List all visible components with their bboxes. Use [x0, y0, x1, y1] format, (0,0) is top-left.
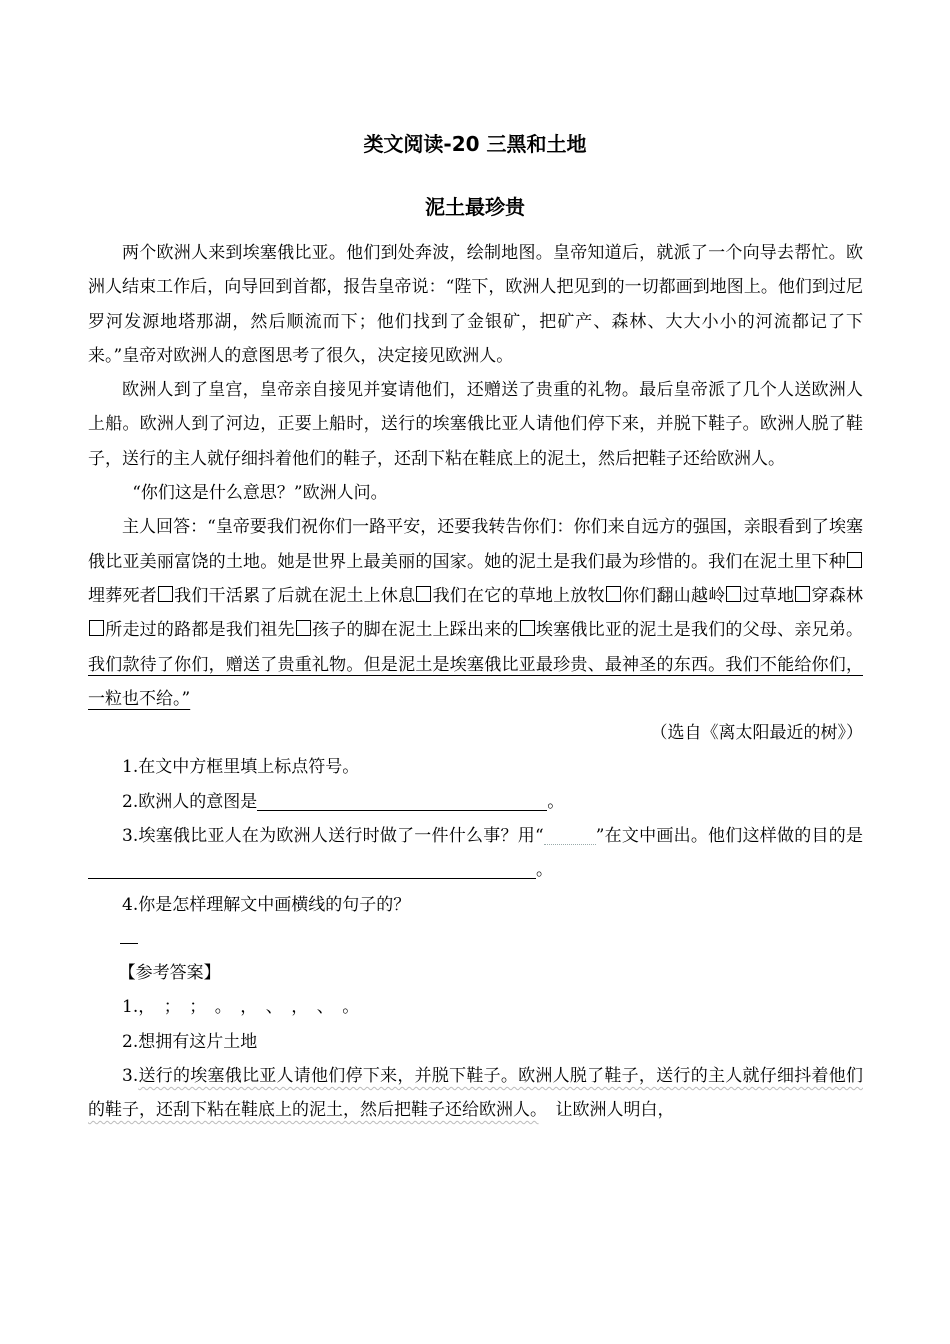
answer-dash[interactable] — [120, 943, 138, 944]
punctuation-box[interactable] — [795, 586, 810, 602]
punctuation-box[interactable] — [606, 586, 621, 602]
answer-heading: 【参考答案】 — [118, 962, 221, 983]
punctuation-box[interactable] — [89, 620, 104, 636]
answer-line — [88, 922, 863, 956]
paragraph-3: “你们这是什么意思？”欧洲人问。 — [132, 483, 388, 504]
answer-2: 2.想拥有这片土地 — [122, 1031, 258, 1052]
passage-body — [88, 236, 863, 1127]
p4-text: 所走过的路都是我们祖先 — [105, 620, 295, 641]
question-3-end: 。 — [536, 860, 553, 881]
p4-text: 你们翻山越岭 — [621, 585, 726, 606]
paragraph-2: 欧洲人到了皇宫，皇帝亲自接见并宴请他们，还赠送了贵重的礼物。最后皇帝派了几个人送欧洲人上船。欧洲人到了河边，正要上船时，送行的埃塞俄比亚人请他们停下来，并脱下鞋子。欧洲人脱了鞋子，送行的主人就仔细抖着他们的鞋子，还刮下粘在鞋底上的泥土，然后把鞋子还给欧洲人。 — [88, 380, 863, 469]
punctuation-box[interactable] — [520, 620, 535, 636]
answer-1: 1.， ； ； 。 ， 、 ， 、 。 — [122, 997, 360, 1018]
punctuation-box[interactable] — [416, 586, 431, 602]
question-4: 4.你是怎样理解文中画横线的句子的？ — [122, 894, 411, 915]
answer-3-number: 3. — [122, 1065, 139, 1086]
p4-text: 过草地 — [742, 585, 795, 606]
p4-text: 主人回答：“皇帝要我们祝你们一路平安，还要我转告你们：你们来自远方的强国，亲眼看到了埃塞俄比亚美丽富饶的土地。她是世界上最美丽的国家。她的泥土是我们最为珍惜的。我们在泥土里下种 — [88, 517, 863, 572]
wavy-line-marker — [544, 826, 596, 845]
answer-3-text: 让欧洲人明白， — [538, 1100, 675, 1121]
p4-text: 孩子的脚在泥土上踩出来的 — [311, 620, 519, 641]
answer-blank[interactable] — [88, 856, 536, 879]
question-3-text: ”在文中画出。他们这样做的目的是 — [595, 826, 863, 847]
paragraph-4 — [88, 510, 863, 716]
question-2-text: 2.欧洲人的意图是 — [122, 791, 258, 812]
underlined-sentence: 我们款待了你们，赠送了贵重礼物。但是泥土是埃塞俄比亚最珍贵、最神圣的东西。我们不能给你们，一粒也不给。” — [88, 654, 863, 709]
passage-title: 泥土最珍贵 — [425, 195, 525, 219]
punctuation-box[interactable] — [726, 586, 741, 602]
p4-text: 穿森林 — [811, 585, 864, 606]
paragraph-1: 两个欧洲人来到埃塞俄比亚。他们到处奔波，绘制地图。皇帝知道后，就派了一个向导去帮忙。欧洲人结束工作后，向导回到首都，报告皇帝说：“陛下，欧洲人把见到的一切都画到地图上。他们到过尼罗河发源地塔那湖，然后顺流而下；他们找到了金银矿，把矿产、森林、大大小小的河流都记了下来。”皇帝对欧洲人的意图思考了很久，决定接见欧洲人。 — [88, 243, 863, 366]
question-3 — [88, 819, 863, 888]
question-1: 1.在文中方框里填上标点符号。 — [122, 757, 360, 778]
p4-text: 我们在它的草地上放牧 — [432, 585, 605, 606]
p4-text: 我们干活累了后就在泥土上休息 — [173, 585, 416, 606]
answer-blank[interactable] — [257, 788, 547, 811]
punctuation-box[interactable] — [847, 552, 862, 568]
p4-text: 埃塞俄比亚的泥土是我们的父母、亲兄弟。 — [535, 620, 864, 641]
document-title: 类文阅读-20 三黑和土地 — [363, 132, 587, 156]
question-3-text: 3.埃塞俄比亚人在为欧洲人送行时做了一件什么事？用“ — [122, 826, 544, 847]
punctuation-box[interactable] — [296, 620, 311, 636]
question-2-end: 。 — [547, 791, 565, 812]
answer-3 — [88, 1059, 863, 1128]
punctuation-box[interactable] — [158, 586, 173, 602]
question-2 — [88, 785, 863, 819]
source-citation: （选自《离太阳最近的树》） — [650, 723, 863, 744]
answer-3-wavy: 送行的埃塞俄比亚人请他们停下来，并脱下鞋子。欧洲人脱了鞋子，送行的主人就仔细抖着他们的鞋子，还刮下粘在鞋底上的泥土，然后把鞋子还给欧洲人。 — [88, 1065, 863, 1121]
p4-text: 埋葬死者 — [88, 585, 157, 606]
